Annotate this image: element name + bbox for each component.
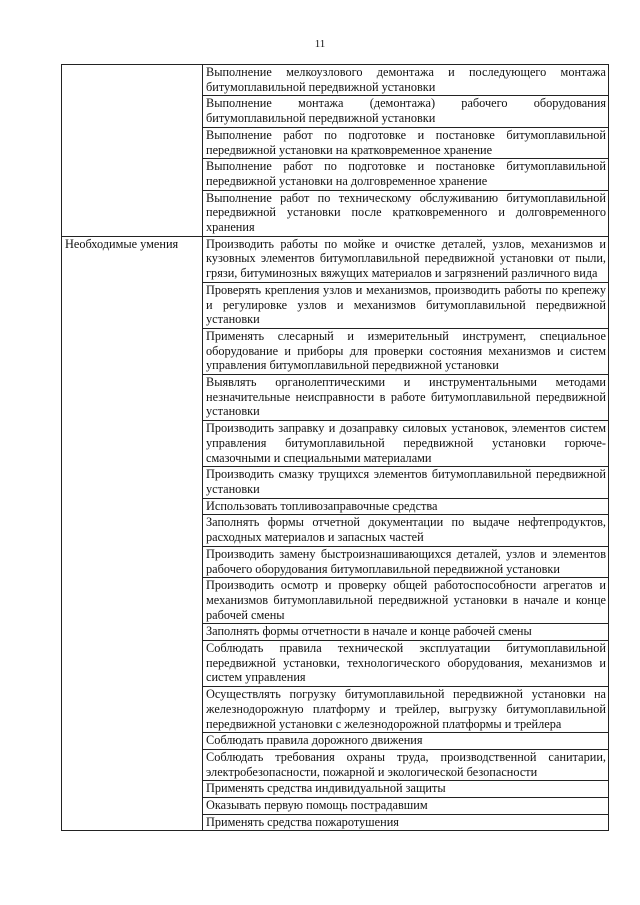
table-cell: Производить работы по мойке и очистке деталей, узлов, механизмов и кузовных элементов битумоплавильной передвижной установки от пыли, грязи, битуминозных вяжущих материалов и загрязнений различного вида	[203, 236, 609, 282]
empty-label-cell	[62, 65, 203, 237]
table-row	[62, 236, 609, 282]
table-cell: Производить осмотр и проверку общей работоспособности агрегатов и механизмов битумоплавильной передвижной установки в начале и конце рабочей смены	[203, 578, 609, 624]
table-cell: Применять слесарный и измерительный инструмент, специальное оборудование и приборы для проверки состояния механизмов и систем управления битумоплавильной передвижной установки	[203, 328, 609, 374]
table-cell: Производить заправку и дозаправку силовых установок, элементов систем управления битумоплавильной передвижной установки горюче-смазочными и специальными материалами	[203, 421, 609, 467]
section-label: Необходимые умения	[62, 236, 203, 831]
table-cell: Выполнение работ по подготовке и постановке битумоплавильной передвижной установки на долговременное хранение	[203, 159, 609, 190]
table-cell: Соблюдать правила технической эксплуатации битумоплавильной передвижной установки, технологического оборудования, механизмов и систем управления	[203, 641, 609, 687]
table-cell: Выполнение монтажа (демонтажа) рабочего оборудования битумоплавильной передвижной установки	[203, 96, 609, 127]
table-cell: Соблюдать правила дорожного движения	[203, 733, 609, 750]
table-cell: Оказывать первую помощь пострадавшим	[203, 798, 609, 815]
table-cell: Проверять крепления узлов и механизмов, производить работы по крепежу и регулировке узлов и механизмов битумоплавильной передвижной установки	[203, 282, 609, 328]
table-cell: Производить смазку трущихся элементов битумоплавильной передвижной установки	[203, 467, 609, 498]
table-cell: Выявлять органолептическими и инструментальными методами незначительные неисправности в работе битумоплавильной передвижной установки	[203, 375, 609, 421]
table-cell: Применять средства пожаротушения	[203, 814, 609, 831]
page-number: 11	[314, 38, 326, 50]
table-cell: Заполнять формы отчетности в начале и конце рабочей смены	[203, 624, 609, 641]
table-cell: Производить замену быстроизнашивающихся деталей, узлов и элементов рабочего оборудования битумоплавильной передвижной установки	[203, 546, 609, 577]
table-row	[62, 65, 609, 96]
table-cell: Выполнение мелкоузлового демонтажа и последующего монтажа битумоплавильной передвижной установки	[203, 65, 609, 96]
requirements-table	[61, 64, 609, 831]
table-cell: Выполнение работ по подготовке и постановке битумоплавильной передвижной установки на кратковременное хранение	[203, 127, 609, 158]
table-cell: Использовать топливозаправочные средства	[203, 498, 609, 515]
table-cell: Применять средства индивидуальной защиты	[203, 781, 609, 798]
table-cell: Осуществлять погрузку битумоплавильной передвижной установки на железнодорожную платформу и трейлер, выгрузку битумоплавильной передвижной установки с железнодорожной платформы и трейлера	[203, 687, 609, 733]
table-cell: Выполнение работ по техническому обслуживанию битумоплавильной передвижной установки после кратковременного и долговременного хранения	[203, 190, 609, 236]
table-cell: Заполнять формы отчетной документации по выдаче нефтепродуктов, расходных материалов и запасных частей	[203, 515, 609, 546]
table-cell: Соблюдать требования охраны труда, производственной санитарии, электробезопасности, пожарной и экологической безопасности	[203, 749, 609, 780]
